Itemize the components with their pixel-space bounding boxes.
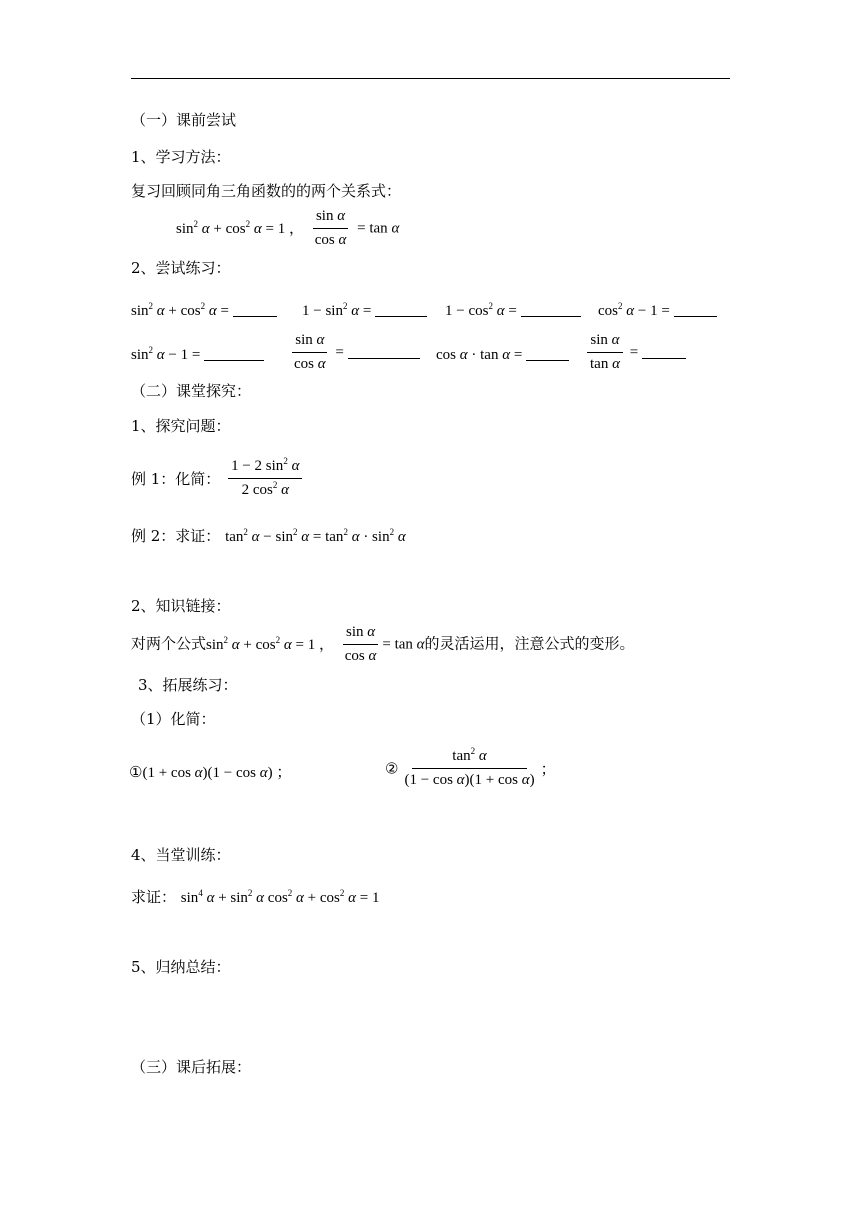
knowledge-link-suffix: 的灵活运用，注意公式的变形。 [424, 634, 635, 653]
example-2: 例 2：求证： $\tan^2 \alpha - \sin^2 \alpha = \tan^2 \alpha \cdot \sin^2 \alpha$ [131, 527, 406, 545]
review-text: 复习回顾同角三角函数的的两个关系式： [131, 182, 402, 200]
prove-identity: 求证： $\sin^4 \alpha + \sin^2 \alpha$ $\cos^2 \alpha + \cos^2 \alpha = 1$ [131, 888, 380, 906]
exercise-1: ①(1 + cos α)(1 − cos α) ； [129, 763, 292, 781]
knowledge-link-prefix: 对两个公式 [131, 634, 207, 653]
prove-label: 求证： [131, 888, 177, 906]
separator-2: ； [540, 760, 556, 778]
item-study-method: 1、学习方法： [131, 148, 231, 166]
practice-row-2-c: cos α · tan α = [436, 345, 569, 364]
section2-heading: （二）课堂探究： [131, 382, 252, 400]
knowledge-link-text: 对两个公式$\sin^2 \alpha + \cos^2 \alpha = 1$ ， $\frac{\text{sin α}}{\text{cos α}}$ = tan α的灵活运用，注意公式的变形。 [131, 624, 635, 664]
practice-row-1-b: $1 - \sin^2 \alpha$ = [302, 301, 427, 320]
circle-1: ① [129, 763, 143, 781]
practice-row-1-c: $1 - \cos^2 \alpha$ = [445, 301, 581, 320]
section3-heading: （三）课后拓展： [131, 1058, 252, 1076]
exercise-2: ② $\frac{\tan^2 \alpha}{\text{(1 − cos α)(1 + cos α)}}$ ； [385, 746, 556, 788]
item-extend-practice: 3、拓展练习： [138, 676, 238, 694]
practice-row-2-a: $\sin^2 \alpha - 1$ = [131, 345, 264, 364]
item-summary: 5、归纳总结： [131, 958, 231, 976]
identity-formulas: $\sin^2 \alpha + \cos^2 \alpha = 1$ ， $\frac{\text{sin α}}{\text{cos α}}$ = tan α [176, 208, 400, 248]
practice-row-2-d: $\frac{\text{sin α}}{\text{tan α}}$ = [584, 332, 686, 373]
circle-2: ② [385, 759, 399, 778]
example-1: 例 1：化简： $\frac{1 - 2 \sin^2 \alpha}{2 \cos^2 \alpha}$ [131, 458, 305, 499]
section1-heading: （一）课前尝试 [131, 111, 237, 129]
item-explore-problem: 1、探究问题： [131, 417, 231, 435]
item-class-training: 4、当堂训练： [131, 846, 231, 864]
item-knowledge-link: 2、知识链接： [131, 597, 231, 615]
example-1-label: 例 1：化简： [131, 470, 221, 488]
header-rule [131, 78, 730, 79]
practice-row-2-b: $\frac{\text{sin α}}{\text{cos α}}$ = [288, 332, 420, 373]
separator-1: ； [276, 763, 292, 781]
practice-row-1: $\sin^2 \alpha + \cos^2 \alpha$ = [131, 301, 277, 320]
practice-row-1-d: $\cos^2 \alpha - 1$ = [598, 301, 717, 320]
example-2-label: 例 2：求证： [131, 527, 221, 545]
sub-simplify: （1）化简： [131, 710, 216, 728]
item-try-practice: 2、尝试练习： [131, 259, 231, 277]
